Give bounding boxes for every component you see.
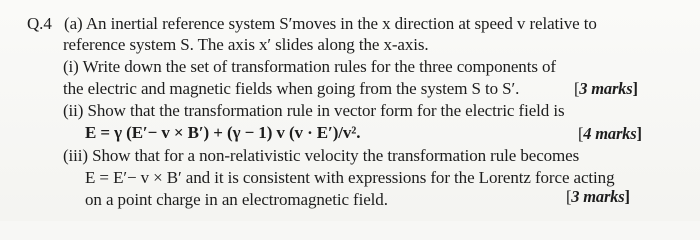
item-iii-text-3: on a point charge in an electromagnetic field. [85, 190, 388, 209]
item-i-marks-text: 3 marks [579, 79, 633, 98]
item-iii-line-2 [85, 168, 614, 188]
item-iii-text-1: Show that for a non-relativistic velocity the transformation rule becomes [92, 146, 580, 165]
question-header-line [27, 14, 597, 34]
question-intro-line-2 [63, 35, 429, 55]
item-i-text-1: Write down the set of transformation rules for the three components of [82, 57, 556, 76]
item-i-text-2: the electric and magnetic fields when going from the system S to S′. [63, 79, 520, 98]
item-iii-text-2: E = E′− v × B′ and it is consistent with expressions for the Lorentz force acting [85, 168, 615, 187]
item-i-line-2 [63, 79, 519, 99]
item-iii-label: (iii) [63, 146, 88, 165]
item-ii-text-1: Show that the transformation rule in vector form for the electric field is [87, 101, 565, 120]
item-i-label: (i) [63, 57, 79, 76]
question-part: (a) [64, 14, 83, 33]
item-iii-marks: [3 marks] [566, 187, 630, 206]
question-intro-2: reference system S. The axis x′ slides along the x-axis. [63, 35, 429, 54]
item-ii-equation-line [85, 123, 360, 143]
item-i-line-1 [63, 57, 556, 77]
item-ii-equation: E = γ (E′− v × B′) + (γ − 1) v (v · E′)/v². [85, 123, 361, 142]
question-number: Q.4 [27, 14, 52, 33]
item-ii-marks: [4 marks] [578, 124, 642, 143]
item-iii-line-1 [63, 146, 579, 166]
question-intro: An inertial reference system S′moves in the x direction at speed v relative to [85, 14, 597, 33]
item-ii-marks-text: 4 marks [583, 124, 637, 143]
item-i-marks: [3 marks] [574, 79, 638, 98]
item-iii-line-3 [85, 190, 388, 210]
item-ii-line-1 [63, 101, 564, 121]
item-ii-label: (ii) [63, 101, 84, 120]
item-iii-marks-text: 3 marks [571, 187, 625, 206]
